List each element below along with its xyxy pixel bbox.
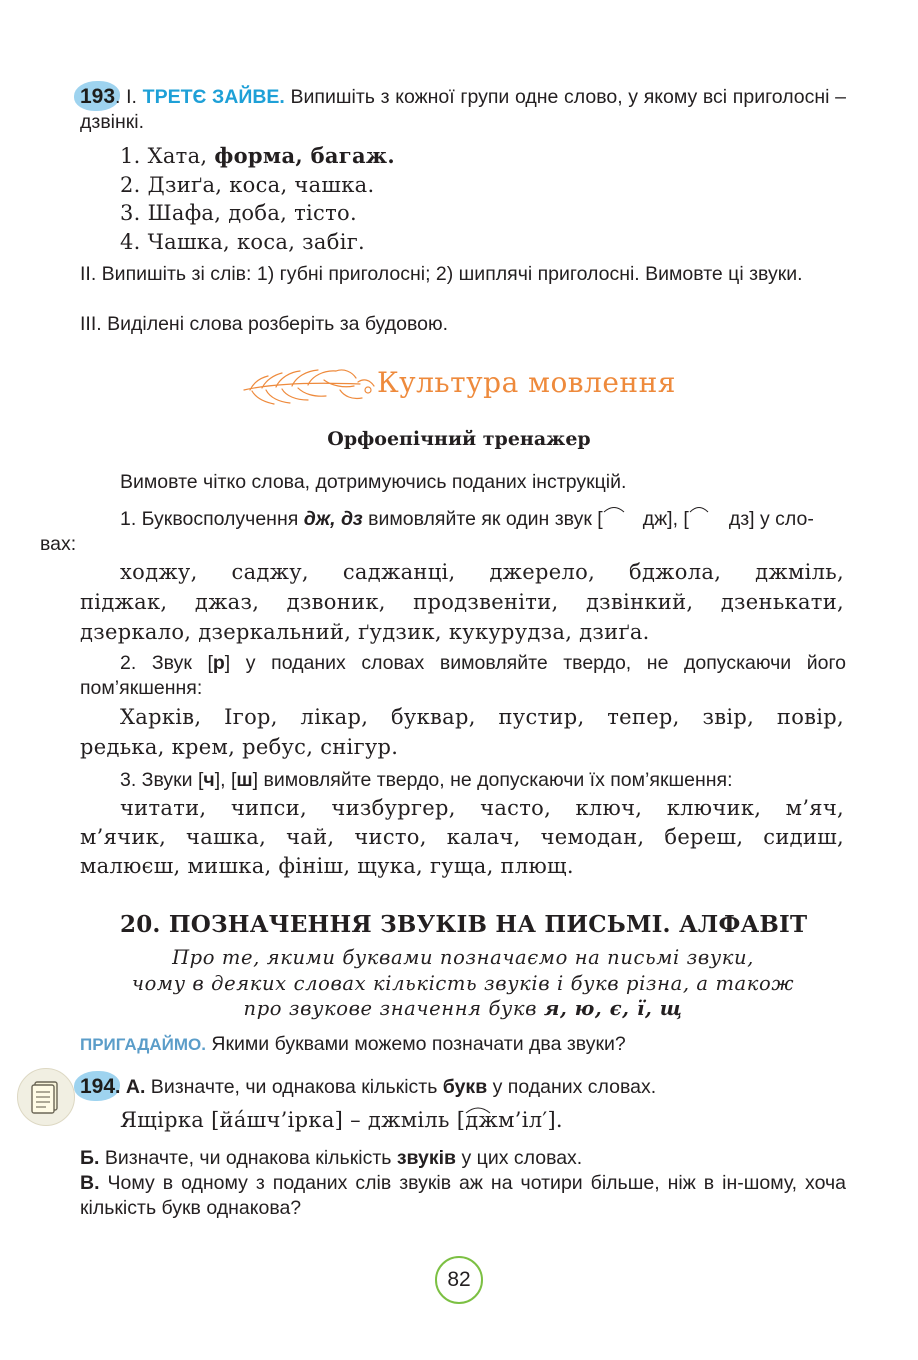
group-line: 2. Дзиґа, коса, чашка. xyxy=(120,172,375,197)
culture-header: Культура мовлення xyxy=(377,366,676,399)
section-title: 20. ПОЗНАЧЕННЯ ЗВУКІВ НА ПИСЬМІ. АЛФАВІТ xyxy=(120,911,808,938)
ex194-task-a: 194. А. Визначте, чи однакова кількість букв у поданих словах. xyxy=(80,1075,657,1098)
ex194-task-v: В. Чому в одному з поданих слів звуків аж на чотири більше, ніж в ін-шому, хоча кількість букв однакова? xyxy=(80,1172,846,1219)
ex194-example: Ящірка [йáшч’ірка] – джміль [дж м’іл′]. xyxy=(120,1108,563,1132)
exercise-number-badge: 194 xyxy=(80,1075,116,1098)
section-subtitle: Про те, якими буквами позначаємо на письмі звуки, чому в деяких словах кількість звуків і букв різна, а також про звукове значення букв я, ю, є, ї, щ xyxy=(131,946,795,1020)
notebook-icon xyxy=(17,1068,75,1126)
words-block-2: Харків, Ігор, лікар, буквар, пустир, тепер, звір, повір, редька, крем, ребус, снігур. xyxy=(80,705,844,759)
ex194-task-b: Б. Визначте, чи однакова кількість звуків у цих словах. xyxy=(80,1147,583,1169)
culture-intro: Вимовте чітко слова, дотримуючись поданих інструкцій. xyxy=(120,471,627,493)
group-line: 1. Хата, форма, багаж. xyxy=(120,143,395,168)
ex193-task2: ІІ. Випишіть зі слів: 1) губні приголосні; 2) шиплячі приголосні. Вимовте ці звуки. xyxy=(80,263,803,285)
ex193-task3: ІІІ. Виділені слова розберіть за будовою. xyxy=(80,313,449,335)
dzh-arc: дж xyxy=(603,507,667,532)
group-line: 3. Шафа, доба, тісто. xyxy=(120,201,357,225)
instruction-1: 1. Буквосполучення дж, дз вимовляйте як один звук [ дж ], [ дз ] у сло- вах: xyxy=(40,508,814,555)
trainer-title: Орфоепічний тренажер xyxy=(327,428,591,450)
recall-label: ПРИГАДАЙМО. xyxy=(80,1035,206,1054)
ex193-task1: 193. І. ТРЕТЄ ЗАЙВЕ. Випишіть з кожної групи одне слово, у якому всі приголосні – дзвінкі. xyxy=(80,85,847,133)
exercise-number-badge: 193 xyxy=(80,85,116,108)
recall-line: ПРИГАДАЙМО. Якими буквами можемо позначати два звуки? xyxy=(80,1033,626,1055)
ex193-groups xyxy=(120,142,395,256)
exercise-title: ТРЕТЄ ЗАЙВЕ. xyxy=(142,86,285,108)
page-number: 82 xyxy=(435,1256,483,1304)
dz-arc: дз xyxy=(689,507,749,532)
words-block-3: читати, чипси, чизбургер, часто, ключ, ключик, м’яч, м’ячик, чашка, чай, чисто, калач, чемодан, береш, сидиш, малюєш, мишка, фініш, щука, гуща, плющ. xyxy=(80,796,844,878)
instruction-3: 3. Звуки [ч], [ш] вимовляйте твердо, не допускаючи їх пом’якшення: xyxy=(120,769,733,791)
words-block-1: ходжу, саджу, саджанці, джерело, бджола, джміль, піджак, джаз, дзвоник, продзвеніти, дзвінкий, дзенькати, дзеркало, дзеркальний, ґудзик, кукурудза, дзиґа. xyxy=(80,560,844,644)
instruction-2: 2. Звук [р] у поданих словах вимовляйте твердо, не допускаючи його пом’якшення: xyxy=(80,652,846,699)
group-line: 4. Чашка, коса, забіг. xyxy=(120,229,365,254)
feather-ornament-icon xyxy=(240,360,380,414)
dzh-arc: дж xyxy=(465,1108,499,1132)
